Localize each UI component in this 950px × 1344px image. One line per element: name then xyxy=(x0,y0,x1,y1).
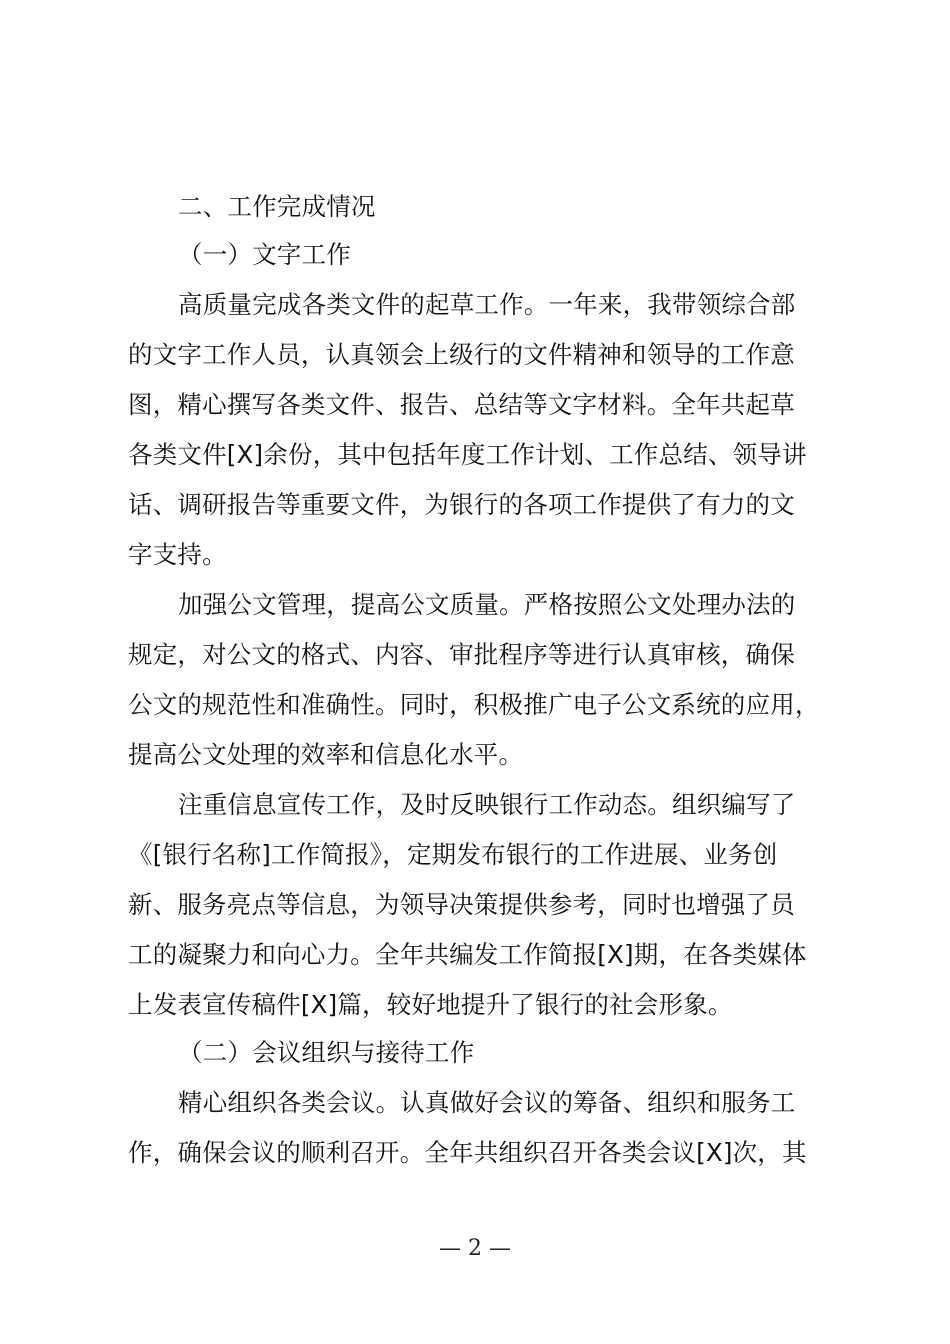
paragraph-line: 精心组织各类会议。认真做好会议的筹备、组织和服务工 xyxy=(178,1088,796,1117)
paragraph-line: 的文字工作人员，认真领会上级行的文件精神和领导的工作意 xyxy=(128,340,795,369)
paragraph-line: 提高公文处理的效率和信息化水平。 xyxy=(128,740,524,769)
paragraph-line: 作，确保会议的顺利召开。全年共组织召开各类会议[X]次，其 xyxy=(128,1138,807,1167)
paragraph-line: 新、服务亮点等信息，为领导决策提供参考，同时也增强了员 xyxy=(128,890,795,919)
paragraph-line: 图，精心撰写各类文件、报告、总结等文字材料。全年共起草 xyxy=(128,390,795,419)
paragraph-line: 规定，对公文的格式、内容、审批程序等进行认真审核，确保 xyxy=(128,640,795,669)
subsection-heading: （一）文字工作 xyxy=(178,240,351,269)
paragraph-line: 加强公文管理，提高公文质量。严格按照公文处理办法的 xyxy=(178,590,796,619)
paragraph-line: 字支持。 xyxy=(128,540,227,569)
paragraph-line: 工的凝聚力和向心力。全年共编发工作简报[X]期，在各类媒体 xyxy=(128,940,807,969)
paragraph-line: 注重信息宣传工作，及时反映银行工作动态。组织编写了 xyxy=(178,790,796,819)
paragraph-line: 上发表宣传稿件[X]篇，较好地提升了银行的社会形象。 xyxy=(128,990,733,1019)
paragraph-line: 高质量完成各类文件的起草工作。一年来，我带领综合部 xyxy=(178,290,796,319)
paragraph-line: 《[银行名称]工作简报》，定期发布银行的工作进展、业务创 xyxy=(128,840,778,869)
page-number: — 2 — xyxy=(439,1236,511,1261)
section-heading: 二、工作完成情况 xyxy=(178,192,376,221)
paragraph-line: 话、调研报告等重要文件，为银行的各项工作提供了有力的文 xyxy=(128,490,795,519)
subsection-heading: （二）会议组织与接待工作 xyxy=(178,1038,475,1067)
paragraph-line: 公文的规范性和准确性。同时，积极推广电子公文系统的应用， xyxy=(128,690,820,719)
paragraph-line: 各类文件[X]余份，其中包括年度工作计划、工作总结、领导讲 xyxy=(128,440,807,469)
